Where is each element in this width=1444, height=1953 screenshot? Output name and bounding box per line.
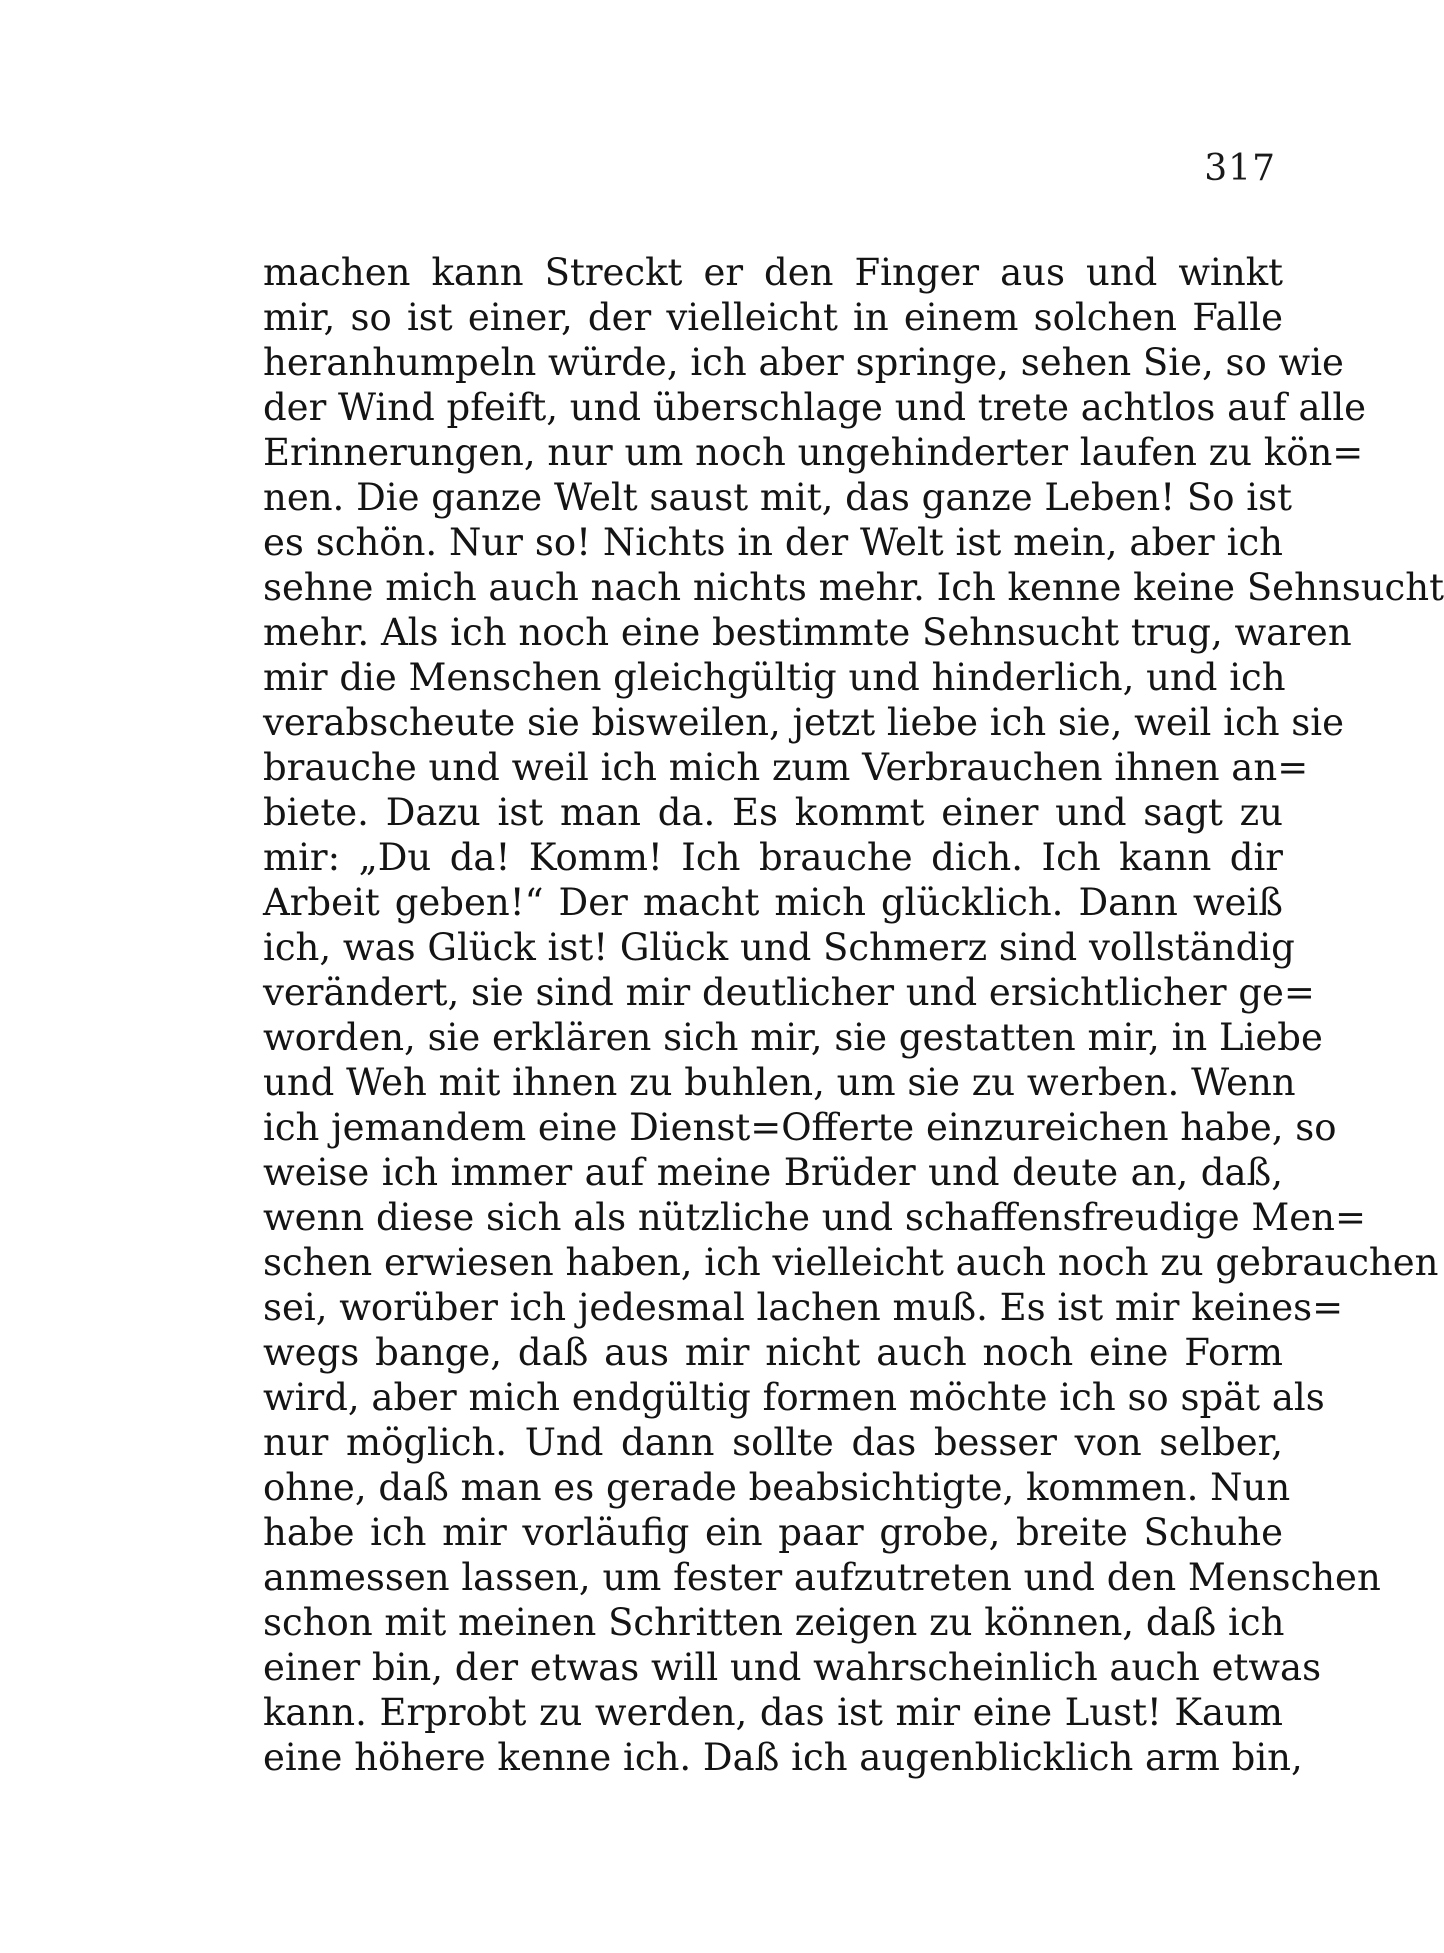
text-line: wenn diese sich als nützliche und schaffensfreudige Men= bbox=[263, 1196, 1367, 1239]
text-line: biete. Dazu ist man da. Es kommt einer und sagt zu bbox=[263, 791, 1283, 834]
text-line: kann. Erprobt zu werden, das ist mir eine Lust! Kaum bbox=[263, 1691, 1283, 1734]
text-line: wegs bange, daß aus mir nicht auch noch eine Form bbox=[263, 1331, 1283, 1374]
text-line: machen kann Streckt er den Finger aus und winkt bbox=[263, 251, 1283, 294]
text-line: einer bin, der etwas will und wahrscheinlich auch etwas bbox=[263, 1646, 1322, 1689]
text-line: habe ich mir vorläufig ein paar grobe, breite Schuhe bbox=[263, 1511, 1283, 1554]
text-line: schon mit meinen Schritten zeigen zu können, daß ich bbox=[263, 1601, 1285, 1644]
text-line: es schön. Nur so! Nichts in der Welt ist mein, aber ich bbox=[263, 521, 1283, 564]
text-line: Arbeit geben!“ Der macht mich glücklich. Dann weiß bbox=[263, 881, 1283, 924]
text-line: worden, sie erklären sich mir, sie gestatten mir, in Liebe bbox=[263, 1016, 1323, 1059]
text-line: wird, aber mich endgültig formen möchte ich so spät als bbox=[263, 1376, 1325, 1419]
text-line: heranhumpeln würde, ich aber springe, sehen Sie, so wie bbox=[263, 341, 1344, 384]
text-line: sei, worüber ich jedesmal lachen muß. Es ist mir keines= bbox=[263, 1286, 1344, 1329]
text-line: mir die Menschen gleichgültig und hinderlich, und ich bbox=[263, 656, 1286, 699]
text-line: verabscheute sie bisweilen, jetzt liebe ich sie, weil ich sie bbox=[263, 701, 1345, 744]
text-line: ohne, daß man es gerade beabsichtigte, kommen. Nun bbox=[263, 1466, 1291, 1509]
text-line: mir: „Du da! Komm! Ich brauche dich. Ich kann dir bbox=[263, 836, 1283, 879]
text-line: brauche und weil ich mich zum Verbrauchen ihnen an= bbox=[263, 746, 1309, 789]
text-line: verändert, sie sind mir deutlicher und ersichtlicher ge= bbox=[263, 971, 1315, 1014]
text-line: mehr. Als ich noch eine bestimmte Sehnsucht trug, waren bbox=[263, 611, 1352, 654]
page-number: 317 bbox=[1204, 148, 1276, 189]
text-line: ich, was Glück ist! Glück und Schmerz sind vollständig bbox=[263, 926, 1295, 969]
text-line: nen. Die ganze Welt saust mit, das ganze Leben! So ist bbox=[263, 476, 1292, 519]
text-line: sehne mich auch nach nichts mehr. Ich kenne keine Sehnsucht bbox=[263, 566, 1444, 609]
text-line: weise ich immer auf meine Brüder und deute an, daß, bbox=[263, 1151, 1283, 1194]
text-line: anmessen lassen, um fester aufzutreten und den Menschen bbox=[263, 1556, 1381, 1599]
text-line: mir, so ist einer, der vielleicht in einem solchen Falle bbox=[263, 296, 1283, 339]
body-text bbox=[263, 250, 1444, 1780]
text-line: nur möglich. Und dann sollte das besser von selber, bbox=[263, 1421, 1283, 1464]
text-line: Erinnerungen, nur um noch ungehinderter laufen zu kön= bbox=[263, 431, 1364, 474]
text-line: der Wind pfeift, und überschlage und trete achtlos auf alle bbox=[263, 386, 1367, 429]
text-line: eine höhere kenne ich. Daß ich augenblicklich arm bin, bbox=[263, 1736, 1303, 1779]
text-line: ich jemandem eine Dienst=Offerte einzureichen habe, so bbox=[263, 1106, 1337, 1149]
text-line: schen erwiesen haben, ich vielleicht auch noch zu gebrauchen bbox=[263, 1241, 1439, 1284]
text-line: und Weh mit ihnen zu buhlen, um sie zu werben. Wenn bbox=[263, 1061, 1296, 1104]
